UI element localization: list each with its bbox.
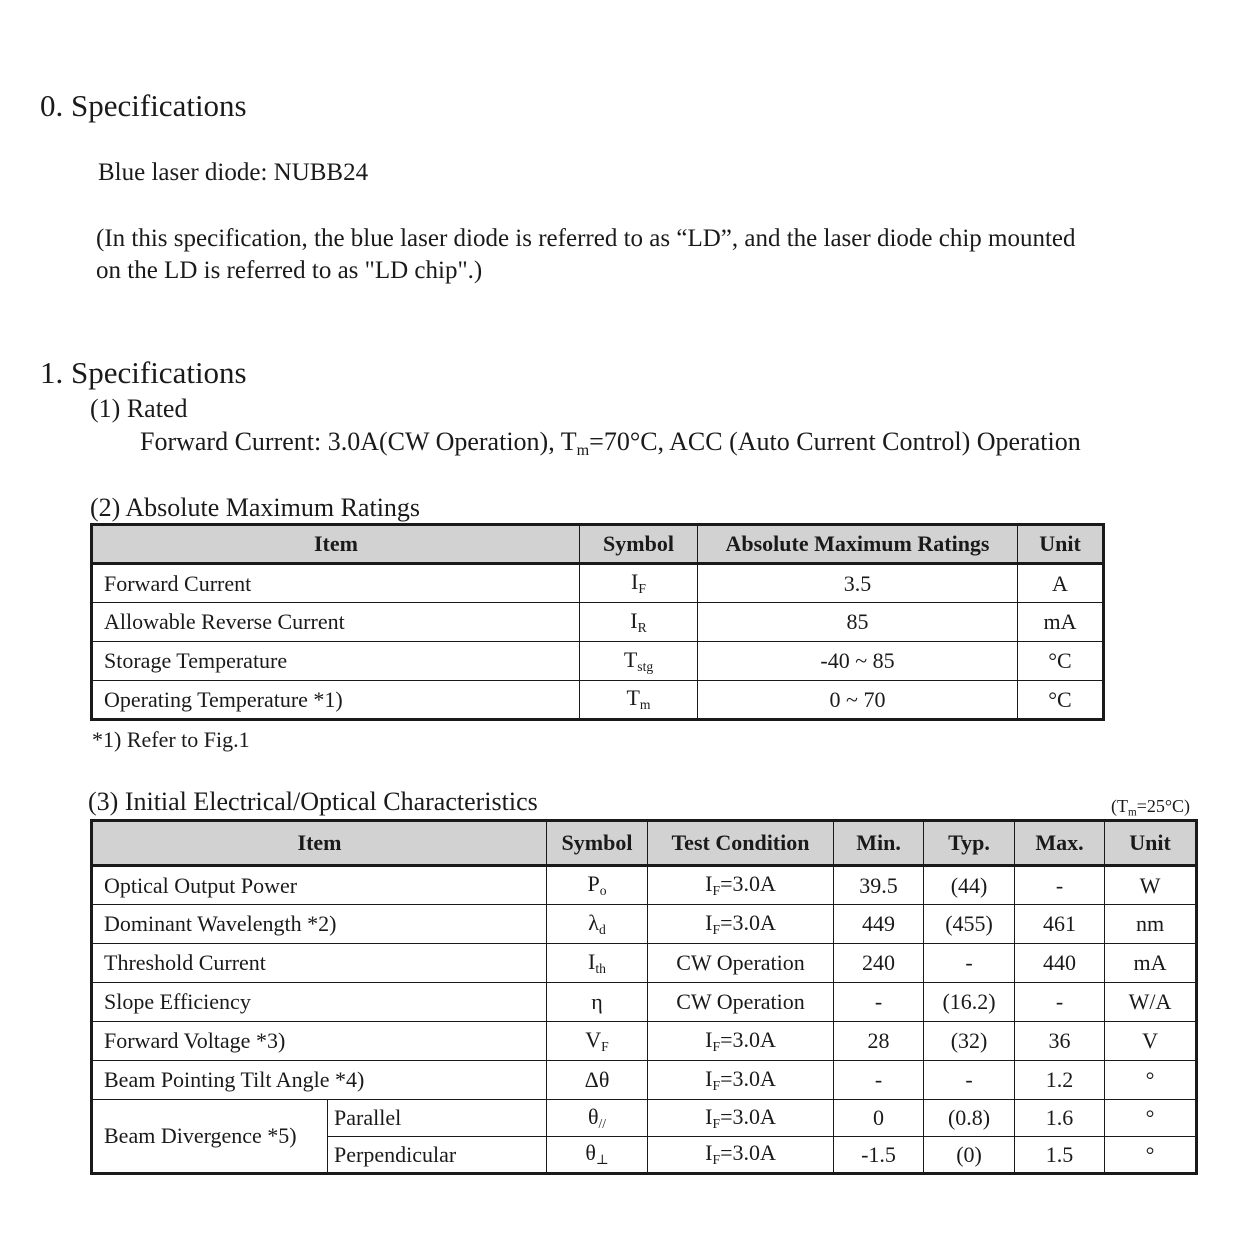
min-cell: 39.5	[834, 866, 924, 905]
unit-cell: V	[1105, 1022, 1197, 1061]
col-header-item: Item	[92, 525, 580, 564]
product-line: Blue laser diode: NUBB24	[98, 159, 369, 186]
symbol-base: Δθ	[584, 1067, 610, 1092]
test-current-symbol: I	[705, 1065, 713, 1091]
test-current-subscript: F	[712, 883, 721, 899]
unit-cell: mA	[1018, 603, 1104, 642]
test-current-subscript: F	[712, 1039, 721, 1055]
table-row	[92, 681, 1104, 720]
symbol-cell	[580, 603, 698, 642]
symbol-subscript: F	[638, 581, 646, 597]
abs-max-footnote: *1) Refer to Fig.1	[92, 727, 250, 752]
table-row	[92, 1061, 1197, 1100]
symbol-base: λ	[588, 909, 599, 935]
unit-cell: W	[1105, 866, 1197, 905]
min-cell: 28	[834, 1022, 924, 1061]
col-header-max: Max.	[1015, 821, 1105, 866]
item-cell: Operating Temperature *1)	[92, 681, 580, 720]
test-condition-cell	[648, 983, 834, 1022]
typ-cell: (0.8)	[924, 1100, 1015, 1137]
min-cell: 0	[834, 1100, 924, 1137]
item-cell: Slope Efficiency	[92, 983, 547, 1022]
unit-cell: A	[1018, 564, 1104, 603]
min-cell: -	[834, 983, 924, 1022]
test-current-symbol: I	[705, 909, 713, 935]
max-cell: -	[1015, 983, 1105, 1022]
section-0-heading: 0. Specifications	[40, 88, 247, 123]
typ-cell: (32)	[924, 1022, 1015, 1061]
unit-cell: °	[1105, 1100, 1197, 1137]
symbol-cell	[547, 1022, 648, 1061]
test-condition-value: CW Operation	[676, 950, 805, 975]
sub-item-cell: Parallel	[328, 1100, 547, 1137]
symbol-cell	[547, 983, 648, 1022]
unit-cell: mA	[1105, 944, 1197, 983]
col-header-typ: Typ.	[924, 821, 1015, 866]
symbol-base: I	[631, 569, 639, 595]
table-row	[92, 905, 1197, 944]
test-condition-cell	[648, 905, 834, 944]
rated-forward-current: Forward Current: 3.0A(CW Operation), Tm=70°C, ACC (Auto Current Control) Operation	[140, 427, 1081, 459]
item-cell: Threshold Current	[92, 944, 547, 983]
definition-note-line-1: (In this specification, the blue laser diode is referred to as “LD”, and the laser diode chip mounted	[96, 225, 1076, 252]
table-row	[92, 1022, 1197, 1061]
test-condition-cell	[648, 944, 834, 983]
initial-temperature-condition: (Tm=25°C)	[1111, 796, 1191, 819]
symbol-base: η	[591, 989, 603, 1014]
symbol-cell	[580, 681, 698, 720]
test-current-symbol: I	[705, 1140, 713, 1166]
abs-max-table	[90, 523, 1105, 721]
test-condition-value: =3.0A	[720, 1103, 776, 1129]
symbol-cell	[547, 944, 648, 983]
symbol-base: T	[626, 685, 640, 711]
min-cell: -	[834, 1061, 924, 1100]
symbol-base: θ	[587, 1103, 599, 1129]
col-header-unit: Unit	[1105, 821, 1197, 866]
symbol-cell	[547, 905, 648, 944]
unit-cell: °C	[1018, 681, 1104, 720]
symbol-cell	[580, 564, 698, 603]
symbol-base: I	[630, 607, 638, 633]
symbol-cell	[547, 1137, 648, 1174]
symbol-base: V	[585, 1026, 602, 1052]
min-cell: 449	[834, 905, 924, 944]
item-cell: Allowable Reverse Current	[92, 603, 580, 642]
symbol-cell	[547, 1100, 648, 1137]
test-current-symbol: I	[705, 1026, 713, 1052]
symbol-cell	[547, 866, 648, 905]
initial-header-row	[92, 821, 1197, 866]
test-condition-value: =3.0A	[720, 1140, 776, 1166]
test-condition-value: CW Operation	[676, 989, 805, 1014]
max-cell: 1.6	[1015, 1100, 1105, 1137]
max-cell: -	[1015, 866, 1105, 905]
symbol-cell	[547, 1061, 648, 1100]
symbol-subscript: d	[598, 922, 606, 938]
col-header-item: Item	[92, 821, 547, 866]
col-header-symbol: Symbol	[580, 525, 698, 564]
unit-cell: nm	[1105, 905, 1197, 944]
rating-cell: 0 ~ 70	[698, 681, 1018, 720]
typ-cell: -	[924, 1061, 1015, 1100]
table-row	[92, 603, 1104, 642]
test-current-symbol: I	[705, 1103, 713, 1129]
test-condition-value: =3.0A	[720, 1026, 776, 1052]
max-cell: 1.2	[1015, 1061, 1105, 1100]
item-cell: Beam Divergence *5)	[92, 1100, 328, 1174]
col-header-symbol: Symbol	[547, 821, 648, 866]
test-condition-cell	[648, 866, 834, 905]
symbol-subscript: F	[601, 1039, 609, 1055]
test-condition-value: =3.0A	[720, 909, 776, 935]
col-header-rating: Absolute Maximum Ratings	[698, 525, 1018, 564]
col-header-unit: Unit	[1018, 525, 1104, 564]
table-row	[92, 866, 1197, 905]
col-header-min: Min.	[834, 821, 924, 866]
symbol-base: θ	[585, 1140, 596, 1166]
test-condition-cell	[648, 1061, 834, 1100]
initial-title: (3) Initial Electrical/Optical Characteristics	[88, 787, 538, 816]
initial-char-table	[90, 819, 1198, 1175]
definition-note-line-2: on the LD is referred to as "LD chip".)	[96, 257, 483, 284]
table-row	[92, 983, 1197, 1022]
symbol-subscript: //	[598, 1116, 607, 1132]
item-cell: Forward Current	[92, 564, 580, 603]
sub-item-cell: Perpendicular	[328, 1137, 547, 1174]
abs-max-title: (2) Absolute Maximum Ratings	[90, 493, 421, 522]
item-cell: Beam Pointing Tilt Angle *4)	[92, 1061, 547, 1100]
unit-cell: °	[1105, 1061, 1197, 1100]
item-cell: Optical Output Power	[92, 866, 547, 905]
test-current-subscript: F	[712, 1152, 721, 1168]
typ-cell: (44)	[924, 866, 1015, 905]
item-cell: Storage Temperature	[92, 642, 580, 681]
max-cell: 440	[1015, 944, 1105, 983]
symbol-subscript: o	[599, 883, 607, 899]
typ-cell: (0)	[924, 1137, 1015, 1174]
symbol-subscript: stg	[637, 659, 654, 675]
table-row	[92, 564, 1104, 603]
test-current-subscript: F	[712, 1078, 721, 1094]
section-1-heading: 1. Specifications	[40, 355, 247, 390]
symbol-base: T	[623, 646, 638, 672]
test-condition-cell	[648, 1100, 834, 1137]
symbol-subscript: ⊥	[595, 1152, 609, 1168]
rating-cell: 3.5	[698, 564, 1018, 603]
table-row	[92, 642, 1104, 681]
test-condition-cell	[648, 1137, 834, 1174]
symbol-cell	[580, 642, 698, 681]
test-current-subscript: F	[712, 1116, 721, 1132]
rating-cell: 85	[698, 603, 1018, 642]
test-current-subscript: F	[712, 922, 721, 938]
min-cell: 240	[834, 944, 924, 983]
symbol-subscript: m	[639, 697, 651, 713]
item-cell: Dominant Wavelength *2)	[92, 905, 547, 944]
abs-max-header-row	[92, 525, 1104, 564]
unit-cell: °C	[1018, 642, 1104, 681]
table-row	[92, 944, 1197, 983]
typ-cell: (16.2)	[924, 983, 1015, 1022]
test-condition-cell	[648, 1022, 834, 1061]
typ-cell: (455)	[924, 905, 1015, 944]
max-cell: 461	[1015, 905, 1105, 944]
col-header-test-condition: Test Condition	[648, 821, 834, 866]
item-cell: Forward Voltage *3)	[92, 1022, 547, 1061]
min-cell: -1.5	[834, 1137, 924, 1174]
symbol-subscript: R	[637, 620, 647, 636]
unit-cell: W/A	[1105, 983, 1197, 1022]
typ-cell: -	[924, 944, 1015, 983]
test-current-symbol: I	[705, 871, 713, 897]
symbol-base: I	[588, 948, 596, 974]
symbol-subscript: th	[595, 961, 606, 977]
table-row	[92, 1100, 1197, 1137]
max-cell: 36	[1015, 1022, 1105, 1061]
rating-cell: -40 ~ 85	[698, 642, 1018, 681]
test-condition-value: =3.0A	[720, 871, 776, 897]
test-condition-value: =3.0A	[720, 1065, 776, 1091]
max-cell: 1.5	[1015, 1137, 1105, 1174]
rated-heading: (1) Rated	[90, 394, 188, 423]
unit-cell: °	[1105, 1137, 1197, 1174]
symbol-base: P	[587, 871, 600, 897]
